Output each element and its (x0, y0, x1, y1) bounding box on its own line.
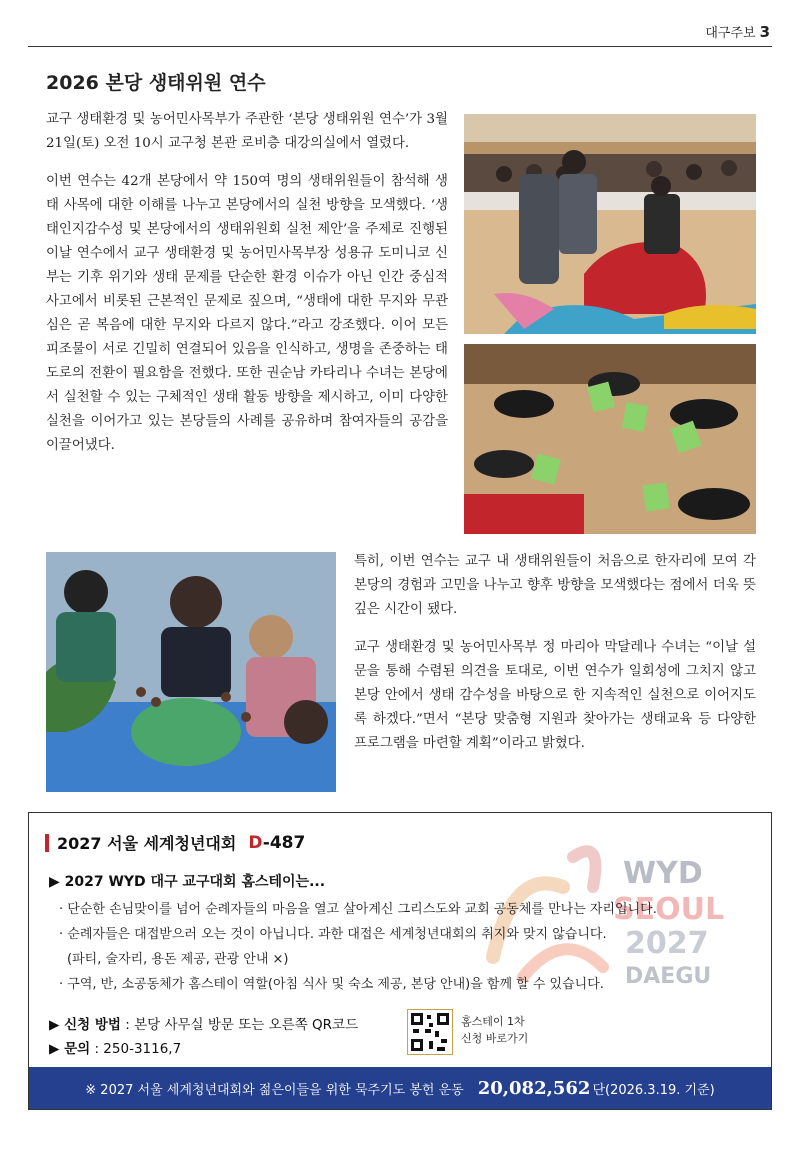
qr-label (461, 1013, 528, 1047)
paragraph-4: 교구 생태환경 및 농어민사목부 정 마리아 막달레나 수녀는 “이날 설문을 통해 수렴된 의견을 토대로, 이번 연수가 일회성에 그치지 않고 본당 안에서 생태 감수성을 바탕으로 한 지속적인 실천으로 이어지도록 하겠다.”면서 “본당 맞춤형 지원과 찾아가는 생태교육 등 다양한 프로그램을 마련할 계획”이라고 밝혔다. (354, 640, 756, 751)
homestay-list (59, 897, 759, 997)
rosary-count: 20,082,562 (477, 1077, 591, 1099)
article-title: 2026 본당 생태위원 연수 (46, 72, 266, 94)
logo-text-seoul: SEOUL (613, 892, 725, 927)
qr-code-icon[interactable] (407, 1009, 453, 1055)
logo-text-wyd: WYD (623, 856, 703, 891)
article-body-left (46, 108, 448, 472)
wyd-notice-box (28, 812, 772, 1110)
dday-letter: D (248, 832, 263, 853)
paragraph-1: 교구 생태환경 및 농어민사목부가 주관한 ‘본당 생태위원 연수’가 3월 21일(토) 오전 10시 교구청 본관 로비층 대강의실에서 열렸다. (46, 112, 448, 151)
wyd-heading (45, 831, 305, 854)
rosary-unit: 단 (592, 1082, 606, 1098)
rosary-date: (2026.3.19. 기준) (605, 1082, 715, 1098)
apply-value: : 본당 사무실 방문 또는 오른쪽 QR코드 (120, 1017, 359, 1033)
photo-name-tags-floor (464, 344, 756, 534)
paragraph-2: 이번 연수는 42개 본당에서 약 150여 명의 생태위원들이 참석해 생태 사목에 대한 이해를 나누고 본당에서의 실천 방향을 모색했다. ‘생태인지감수성 및 본당에서의 생태위원회 실천 제안’을 주제로 진행된 이날 연수에서 교구 생태환경 및 농어민사목부장 성용규 도미니코 신부는 기후 위기와 생태 문제를 단순한 환경 이슈가 아닌 인간 중심적 사고에서 비롯된 근본적인 문제로 짚으며, “생태에 대한 무지와 무관심은 곧 복음에 대한 무지와 다르지 않다.”라고 강조했다. 이어 모든 피조물이 서로 긴밀히 연결되어 있음을 인식하고, 생명을 존중하는 태도로의 전환이 필요함을 전했다. 또한 권순남 카타리나 수녀는 본당에서 실천할 수 있는 구체적인 생태 활동 방향을 제시하고, 이미 다양한 실천을 이어가고 있는 본당들의 사례를 공유하며 참여자들의 공감을 이끌어냈다. (46, 174, 448, 453)
article-body-right (354, 550, 756, 770)
dday-counter (248, 833, 305, 853)
list-item: · 구역, 반, 소공동체가 홈스테이 역할(아침 식사 및 숙소 제공, 본당 안내)을 함께 할 수 있습니다. (59, 977, 604, 992)
wyd-heading-title: 2027 서울 세계청년대회 (57, 834, 237, 853)
logo-text-daegu: DAEGU (625, 964, 712, 989)
photo-participants-table (46, 552, 336, 792)
contact (49, 1037, 358, 1061)
apply-label: ▶ 신청 방법 (49, 1017, 121, 1033)
page-number: 3 (759, 23, 770, 41)
homestay-subheading: ▶ 2027 WYD 대구 교구대회 홈스테이는... (49, 874, 326, 890)
dday-number: -487 (262, 832, 306, 853)
list-item: (파티, 술자리, 용돈 제공, 관광 안내 ×) (67, 952, 289, 967)
contact-value: : 250-3116,7 (90, 1041, 182, 1057)
homestay-info (49, 1013, 358, 1061)
qr-label-line2: 신청 바로가기 (461, 1032, 529, 1045)
header-rule (28, 46, 772, 47)
logo-text-year: 2027 (625, 926, 709, 961)
paragraph-3: 특히, 이번 연수는 교구 내 생태위원들이 처음으로 한자리에 모여 각 본당의 경험과 고민을 나누고 향후 방향을 모색했다는 점에서 더욱 뜻깊은 시간이 됐다. (354, 554, 756, 617)
rosary-campaign-banner (29, 1067, 771, 1109)
section-name: 대구주보 (705, 26, 756, 41)
banner-text: ※ 2027 서울 세계청년대회와 젊은이들을 위한 묵주기도 봉헌 운동 (85, 1082, 464, 1098)
contact-label: ▶ 문의 (49, 1041, 91, 1057)
header-label (705, 22, 770, 41)
list-item: · 단순한 손님맞이를 넘어 순례자들의 마음을 열고 살아계신 그리스도와 교회 공동체를 만나는 자리입니다. (59, 902, 657, 917)
photo-seminar-hall (464, 114, 756, 334)
apply-method (49, 1013, 358, 1037)
heading-accent-bar (45, 834, 49, 852)
list-item: · 순례자들은 대접받으러 오는 것이 아닙니다. 과한 대접은 세계청년대회의 취지와 맞지 않습니다. (59, 927, 607, 942)
qr-label-line1: 홈스테이 1차 (461, 1015, 525, 1028)
